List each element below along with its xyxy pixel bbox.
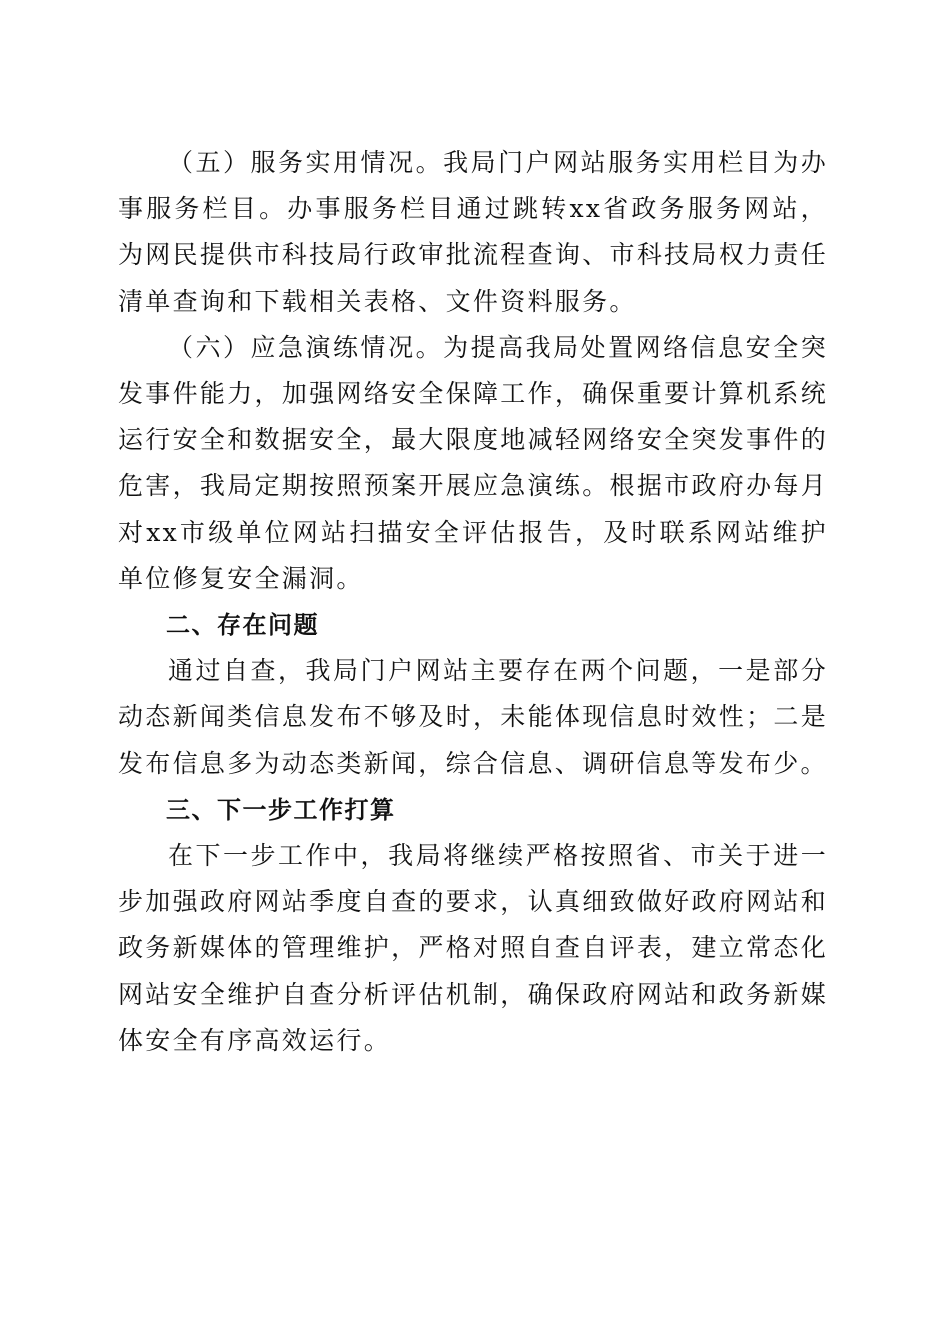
section-heading-next-steps: 三、下一步工作打算	[166, 795, 396, 824]
document-body	[118, 140, 828, 1064]
paragraph-service-usage	[118, 140, 828, 325]
paragraph-emergency-drill	[118, 325, 828, 602]
paragraph-problems: 通过自查，我局门户网站主要存在两个问题，一是部分动态新闻类信息发布不够及时，未能体现信息时效性；二是发布信息多为动态类新闻，综合信息、调研信息等发布少。	[118, 656, 828, 778]
paragraph-next-steps: 在下一步工作中，我局将继续严格按照省、市关于进一步加强政府网站季度自查的要求，认真细致做好政府网站和政务新媒体的管理维护，严格对照自查自评表，建立常态化网站安全维护自查分析评估机制，确保政府网站和政务新媒体安全有序高效运行。	[118, 841, 828, 1055]
paragraph-lead: （五）服务实用情况。	[168, 148, 444, 177]
paragraph-text: 为提高我局处置网络信息安全突发事件能力，加强网络安全保障工作，确保重要计算机系统运行安全和数据安全，最大限度地减轻网络安全突发事件的危害，我局定期按照预案开展应急演练。根据市政府办每月对xx市级单位网站扫描安全评估报告，及时联系网站维护单位修复安全漏洞。	[118, 332, 828, 593]
paragraph-text: 我局门户网站服务实用栏目为办事服务栏目。办事服务栏目通过跳转xx省政务服务网站，为网民提供市科技局行政审批流程查询、市科技局权力责任清单查询和下载相关表格、文件资料服务。	[118, 148, 828, 316]
paragraph-lead: （六）应急演练情况。	[168, 332, 444, 362]
section-heading-problems: 二、存在问题	[166, 611, 319, 640]
